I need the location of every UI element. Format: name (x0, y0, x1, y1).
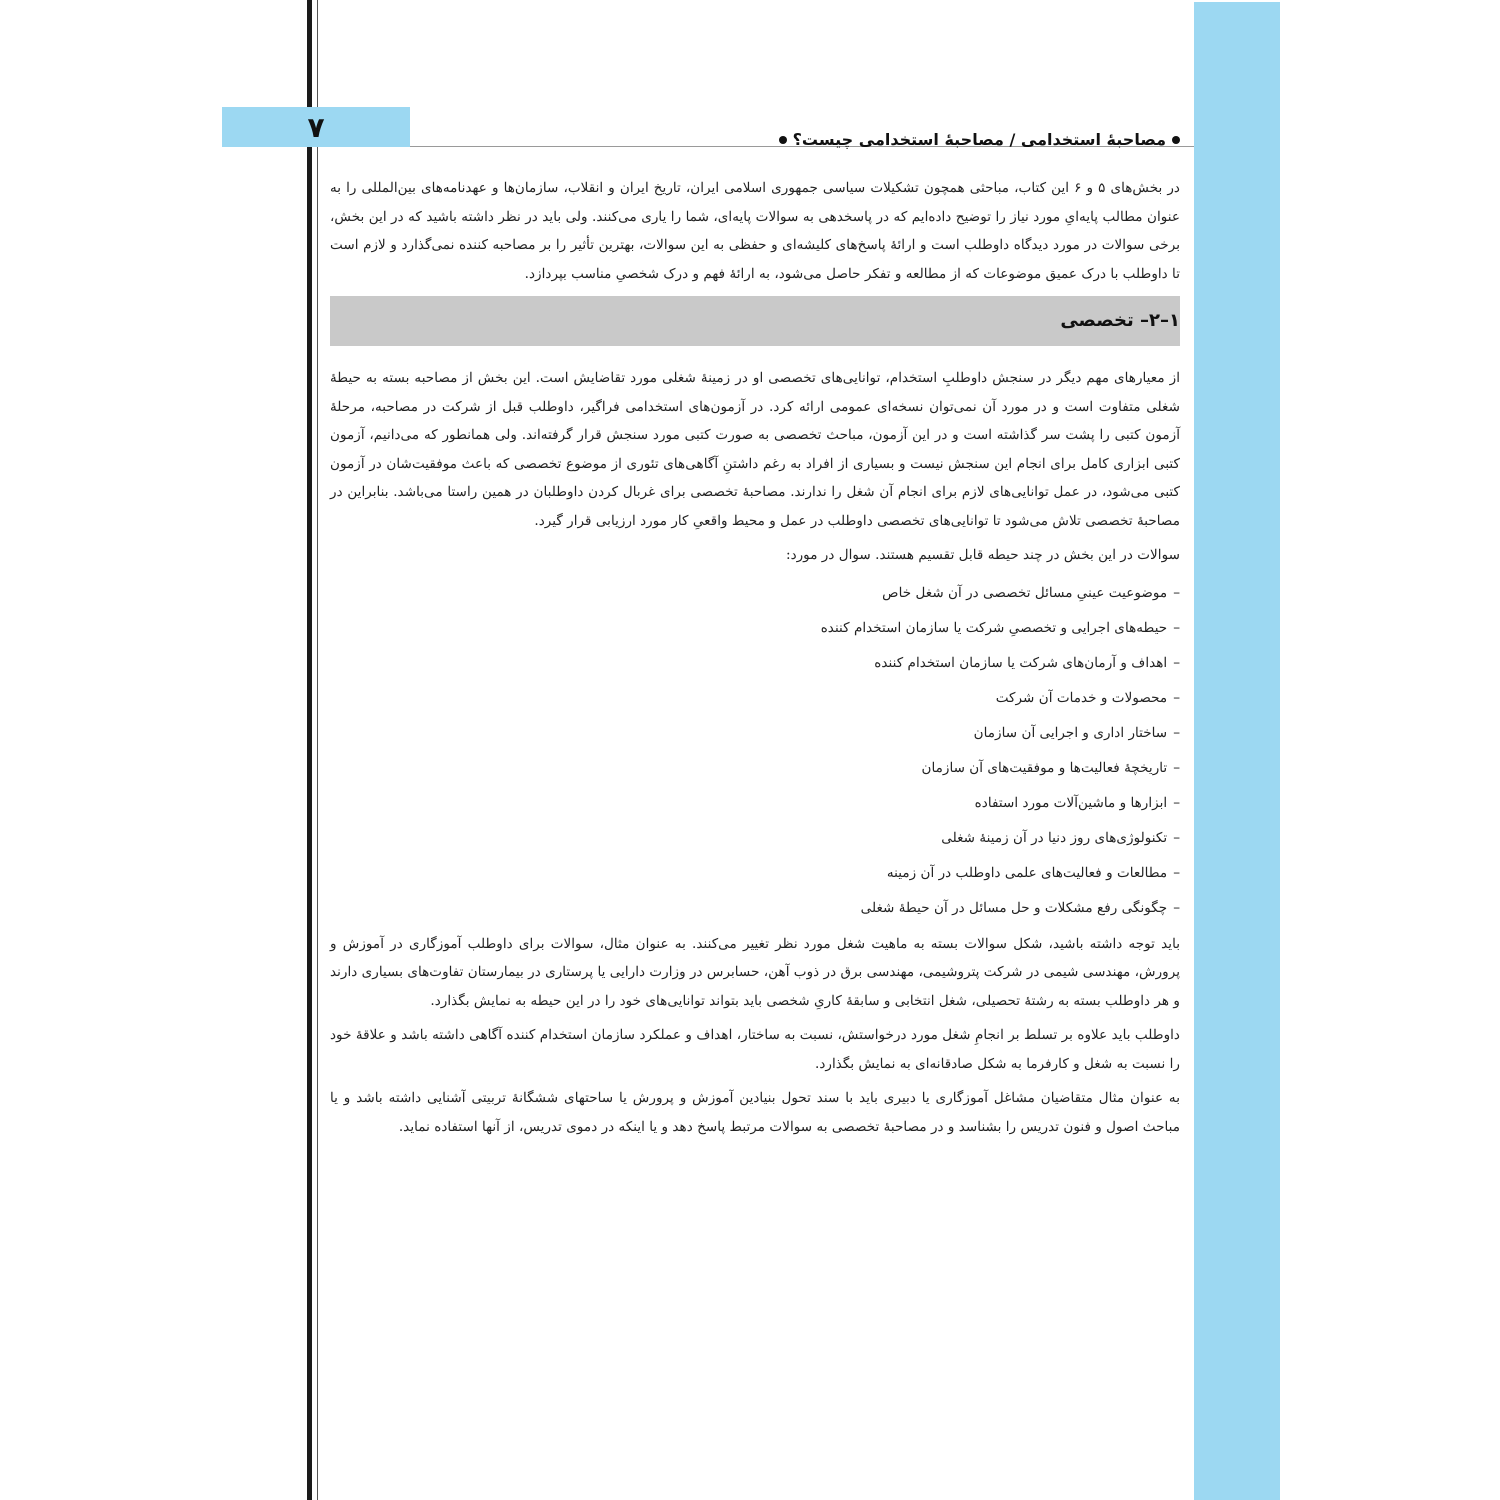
topic-list (330, 576, 1180, 926)
list-item: –تکنولوژی‌های روز دنیا در آن زمینهٔ شغلی (941, 829, 1180, 846)
list-item: –اهداف و آرمان‌های شرکت یا سازمان استخدام کننده (874, 654, 1180, 671)
bullet-dot-icon (779, 136, 787, 144)
section-paragraph-1: از معیارهای مهم دیگر در سنجش داوطلبِ استخدام، توانایی‌های تخصصی او در زمینهٔ شغلی مورد تقاضایش است. این بخش از مصاحبه بسته به حیطهٔ شغلی متفاوت است و در مورد آن نمی‌توان نسخه‌ای عمومی ارائه کرد. در آزمون‌های استخدامی فراگیر، داوطلب قبل از شرکت در مصاحبه، مرحلهٔ آزمون کتبی را پشت سر گذاشته است و در این آزمون، مباحث تخصصی به صورت کتبی مورد سنجش قرار گرفته‌اند. ولی همانطور که می‌دانیم، آزمون کتبی ابزاری کامل برای انجام این سنجش نیست و بسیاری از افراد به رغم داشتنِ آگاهی‌های تئوری از موضوع تخصصی که باعث موفقیت‌شان در آزمون کتبی می‌شود، در عمل توانایی‌های لازم برای انجام آن شغل را ندارند. مصاحبهٔ تخصصی برای غربال کردن داوطلبان در همین راستا می‌باشد. بنابراین در مصاحبهٔ تخصصی تلاش می‌شود تا توانایی‌های تخصصی داوطلب در عمل و محیط واقعیِ کار مورد ارزیابی قرار گیرد. (330, 370, 1180, 529)
book-spine-line (307, 0, 312, 1500)
list-item: –حیطه‌های اجرایی و تخصصیِ شرکت یا سازمان استخدام کننده (820, 619, 1180, 636)
list-item: –تاریخچهٔ فعالیت‌ها و موفقیت‌های آن سازمان (921, 759, 1180, 776)
side-color-band (1194, 2, 1280, 1500)
list-item: –چگونگی رفع مشکلات و حل مسائل در آن حیطهٔ شغلی (860, 899, 1180, 916)
section-title: ۱–۲– تخصصی (1060, 309, 1180, 331)
running-head-text: مصاحبهٔ استخدامی / مصاحبهٔ استخدامی چیست؟ (792, 130, 1166, 149)
intro-paragraph: در بخش‌های ۵ و ۶ این کتاب، مباحثی همچون تشکیلات سیاسی جمهوری اسلامی ایران، تاریخ ایران و انقلاب، سازمان‌ها و عهدنامه‌های بین‌المللی را به عنوان مطالب پایه‌ایِ مورد نیاز را توضیح داده‌ایم که در پاسخدهی به سوالات پایه‌ای، شما را یاری می‌کنند. ولی باید در نظر داشته باشید که در این بخش، برخی سوالات در مورد دیدگاه داوطلب است و ارائهٔ پاسخ‌های کلیشه‌ای و حفظی به این سوالات، بهترین تأثیر را بر مصاحبه کننده نمی‌گذارد و لازم است تا داوطلب با درک عمیق موضوعات که از مطالعه و تفکر حاصل می‌شود، به ارائهٔ فهم و درک شخصیِ مناسب بپردازد. (330, 180, 1180, 282)
list-item: –مطالعات و فعالیت‌های علمی داوطلب در آن زمینه (886, 864, 1180, 881)
list-item: –ساختار اداری و اجرایی آن سازمان (973, 724, 1180, 741)
bullet-dot-icon (1172, 136, 1180, 144)
list-item: –موضوعیت عینیِ مسائل تخصصی در آن شغل خاص (882, 584, 1180, 601)
running-head (779, 130, 1180, 149)
page-body (330, 174, 1180, 1147)
list-intro: سوالات در این بخش در چند حیطه قابل تقسیم هستند. سوال در مورد: (785, 547, 1180, 563)
list-item: –محصولات و خدمات آن شرکت (995, 689, 1180, 706)
page-number: ۷ (307, 110, 325, 144)
section-paragraph-4: به عنوان مثال متقاضیان مشاغل آموزگاری یا دبیری باید با سند تحول بنیادین آموزش و پرورش یا ساحتهای ششگانهٔ تربیتی آشنایی داشته باشد و یا مباحث اصول و فنون تدریس را بشناسد و در مصاحبهٔ تخصصی به سوالات مرتبط پاسخ دهد و یا اینکه در دموی تدریس، از آنها استفاده نماید. (330, 1090, 1180, 1135)
section-paragraph-3: داوطلب باید علاوه بر تسلط بر انجامِ شغل مورد درخواستش، نسبت به ساختار، اهداف و عملکرد سازمان استخدام کننده آگاهی داشته باشد و علاقهٔ خود را نسبت به شغل و کارفرما به شکل صادقانه‌ای به نمایش بگذارد. (330, 1027, 1180, 1072)
page-number-box (222, 107, 410, 147)
section-heading-bar (330, 296, 1180, 346)
book-spine-thin-line (317, 0, 318, 1500)
list-item: –ابزارها و ماشین‌آلات مورد استفاده (974, 794, 1180, 811)
section-paragraph-2: باید توجه داشته باشید، شکل سوالات بسته به ماهیت شغل مورد نظر تغییر می‌کنند. به عنوان مثال، سوالات برای داوطلب آموزگاری در آموزش و پرورش، مهندسی شیمی در شرکت پتروشیمی، مهندسی برق در ذوب آهن، حسابرس در وزارت دارایی یا پرستاری در بیمارستان تفاوت‌های بسیاری دارند و هر داوطلب بسته به رشتهٔ تحصیلی، شغل انتخابی و سابقهٔ کاریِ شخصی باید بتواند توانایی‌های خود را در این حیطه به نمایش بگذارد. (330, 935, 1180, 1009)
